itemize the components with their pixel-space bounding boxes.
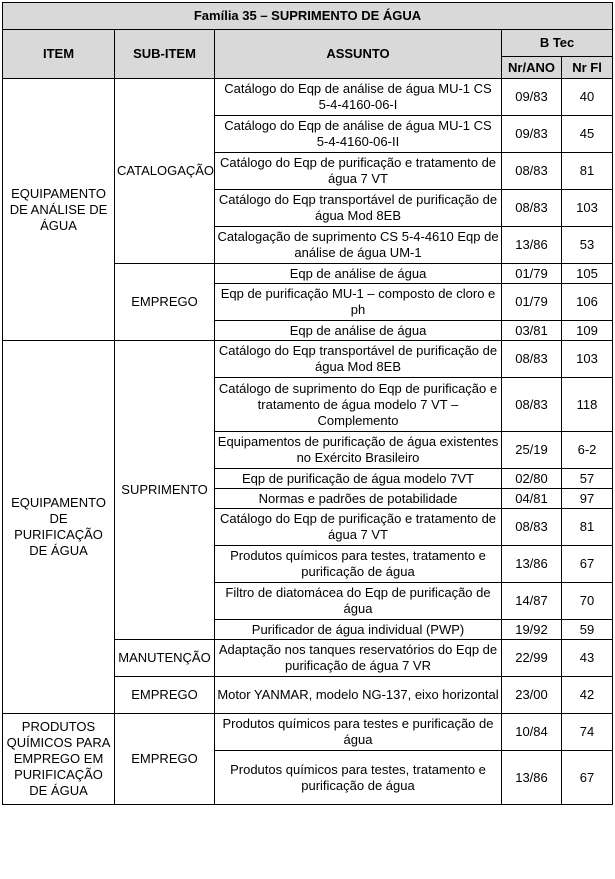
nr-fl-cell: 67 xyxy=(562,751,613,805)
nr-fl-cell: 103 xyxy=(562,341,613,378)
nr-ano-cell: 19/92 xyxy=(502,620,562,640)
assunto-cell: Normas e padrões de potabilidade xyxy=(215,489,502,509)
nr-ano-cell: 08/83 xyxy=(502,190,562,227)
nr-fl-cell: 45 xyxy=(562,116,613,153)
nr-fl-cell: 81 xyxy=(562,509,613,546)
nr-ano-cell: 02/80 xyxy=(502,469,562,489)
assunto-cell: Catalogação de suprimento CS 5-4-4610 Eqp de análise de água UM-1 xyxy=(215,227,502,264)
nr-ano-cell: 01/79 xyxy=(502,264,562,284)
assunto-cell: Catálogo do Eqp de análise de água MU-1 CS 5-4-4160-06-I xyxy=(215,79,502,116)
assunto-cell: Produtos químicos para testes, tratamento e purificação de água xyxy=(215,546,502,583)
nr-ano-cell: 09/83 xyxy=(502,79,562,116)
nr-fl-cell: 106 xyxy=(562,284,613,321)
subitem-cell: EMPREGO xyxy=(115,264,215,341)
assunto-cell: Eqp de purificação MU-1 – composto de cloro e ph xyxy=(215,284,502,321)
nr-ano-cell: 08/83 xyxy=(502,341,562,378)
nr-fl-cell: 42 xyxy=(562,677,613,714)
nr-ano-cell: 25/19 xyxy=(502,432,562,469)
subitem-cell: CATALOGAÇÃO xyxy=(115,79,215,264)
nr-fl-cell: 57 xyxy=(562,469,613,489)
nr-ano-cell: 08/83 xyxy=(502,378,562,432)
family-title: Família 35 – SUPRIMENTO DE ÁGUA xyxy=(3,3,613,30)
nr-ano-cell: 09/83 xyxy=(502,116,562,153)
nr-fl-cell: 118 xyxy=(562,378,613,432)
header-item: ITEM xyxy=(3,30,115,79)
assunto-cell: Catálogo do Eqp de purificação e tratamento de água 7 VT xyxy=(215,153,502,190)
header-nr-fl: Nr Fl xyxy=(562,57,613,79)
nr-ano-cell: 08/83 xyxy=(502,153,562,190)
assunto-cell: Catálogo do Eqp transportável de purificação de água Mod 8EB xyxy=(215,341,502,378)
table-row xyxy=(3,341,613,378)
nr-fl-cell: 43 xyxy=(562,640,613,677)
nr-ano-cell: 01/79 xyxy=(502,284,562,321)
table-row xyxy=(3,714,613,751)
assunto-cell: Catálogo do Eqp de purificação e tratamento de água 7 VT xyxy=(215,509,502,546)
assunto-cell: Eqp de análise de água xyxy=(215,264,502,284)
assunto-cell: Motor YANMAR, modelo NG-137, eixo horizontal xyxy=(215,677,502,714)
assunto-cell: Catálogo do Eqp de análise de água MU-1 CS 5-4-4160-06-II xyxy=(215,116,502,153)
nr-ano-cell: 13/86 xyxy=(502,227,562,264)
nr-ano-cell: 23/00 xyxy=(502,677,562,714)
nr-ano-cell: 13/86 xyxy=(502,751,562,805)
item-cell: EQUIPAMENTO DE ANÁLISE DE ÁGUA xyxy=(3,79,115,341)
assunto-cell: Eqp de análise de água xyxy=(215,321,502,341)
nr-ano-cell: 03/81 xyxy=(502,321,562,341)
assunto-cell: Eqp de purificação de água modelo 7VT xyxy=(215,469,502,489)
nr-fl-cell: 67 xyxy=(562,546,613,583)
nr-fl-cell: 40 xyxy=(562,79,613,116)
nr-ano-cell: 22/99 xyxy=(502,640,562,677)
assunto-cell: Adaptação nos tanques reservatórios do Eqp de purificação de água 7 VR xyxy=(215,640,502,677)
assunto-cell: Produtos químicos para testes e purificação de água xyxy=(215,714,502,751)
header-btec: B Tec xyxy=(502,30,613,57)
nr-ano-cell: 13/86 xyxy=(502,546,562,583)
nr-fl-cell: 109 xyxy=(562,321,613,341)
nr-fl-cell: 97 xyxy=(562,489,613,509)
supply-table xyxy=(2,2,613,805)
nr-ano-cell: 08/83 xyxy=(502,509,562,546)
assunto-cell: Purificador de água individual (PWP) xyxy=(215,620,502,640)
header-subitem: SUB-ITEM xyxy=(115,30,215,79)
nr-fl-cell: 70 xyxy=(562,583,613,620)
header-assunto: ASSUNTO xyxy=(215,30,502,79)
nr-ano-cell: 04/81 xyxy=(502,489,562,509)
nr-fl-cell: 81 xyxy=(562,153,613,190)
nr-fl-cell: 59 xyxy=(562,620,613,640)
assunto-cell: Catálogo de suprimento do Eqp de purificação e tratamento de água modelo 7 VT – Complemento xyxy=(215,378,502,432)
header-nr-ano: Nr/ANO xyxy=(502,57,562,79)
assunto-cell: Filtro de diatomácea do Eqp de purificação de água xyxy=(215,583,502,620)
nr-ano-cell: 14/87 xyxy=(502,583,562,620)
subitem-cell: SUPRIMENTO xyxy=(115,341,215,640)
nr-ano-cell: 10/84 xyxy=(502,714,562,751)
subitem-cell: EMPREGO xyxy=(115,714,215,805)
nr-fl-cell: 6-2 xyxy=(562,432,613,469)
assunto-cell: Produtos químicos para testes, tratamento e purificação de água xyxy=(215,751,502,805)
nr-fl-cell: 103 xyxy=(562,190,613,227)
subitem-cell: MANUTENÇÃO xyxy=(115,640,215,677)
assunto-cell: Equipamentos de purificação de água existentes no Exército Brasileiro xyxy=(215,432,502,469)
item-cell: EQUIPAMENTO DE PURIFICAÇÃO DE ÁGUA xyxy=(3,341,115,714)
nr-fl-cell: 53 xyxy=(562,227,613,264)
nr-fl-cell: 105 xyxy=(562,264,613,284)
nr-fl-cell: 74 xyxy=(562,714,613,751)
assunto-cell: Catálogo do Eqp transportável de purificação de água Mod 8EB xyxy=(215,190,502,227)
item-cell: PRODUTOS QUÍMICOS PARA EMPREGO EM PURIFICAÇÃO DE ÁGUA xyxy=(3,714,115,805)
subitem-cell: EMPREGO xyxy=(115,677,215,714)
table-row xyxy=(3,79,613,116)
